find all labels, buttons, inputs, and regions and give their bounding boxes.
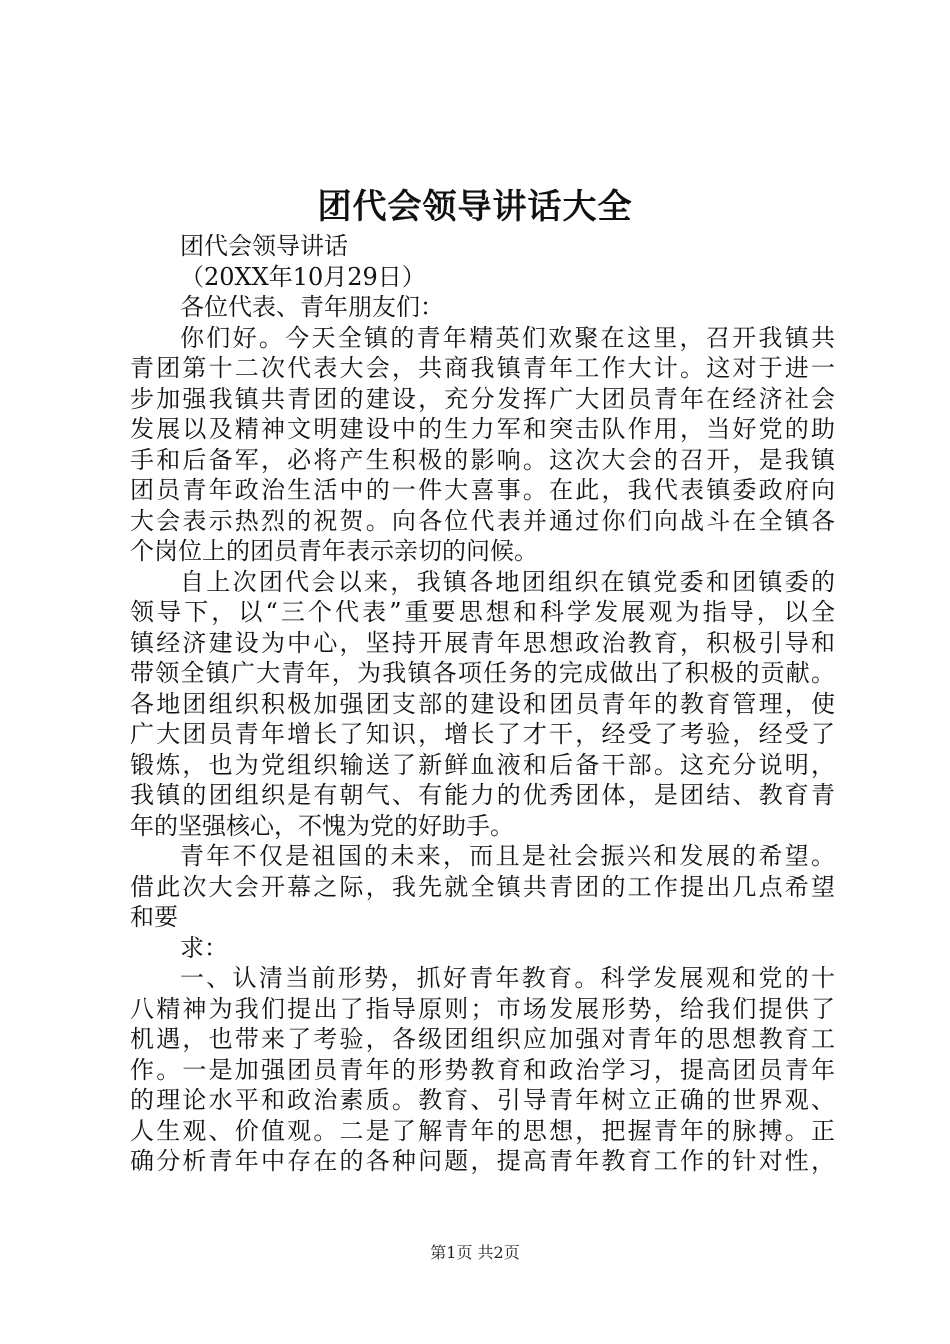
paragraph-line: 确分析青年中存在的各种问题，提高青年教育工作的针对性，: [130, 1147, 835, 1175]
document-title: 团代会领导讲话大全: [317, 187, 633, 227]
paragraph-line: 青团第十二次代表大会，共商我镇青年工作大计。这对于进一: [130, 354, 835, 382]
paragraph-line: 青年不仅是祖国的未来，而且是社会振兴和发展的希望。: [180, 842, 835, 870]
paragraph-line: 我镇的团组织是有朝气、有能力的优秀团体，是团结、教育青: [130, 781, 835, 809]
paragraph-line: 和要: [130, 903, 178, 931]
paragraph-line: 发展以及精神文明建设中的生力军和突击队作用，当好党的助: [130, 415, 835, 443]
paragraph-line: 借此次大会开幕之际，我先就全镇共青团的工作提出几点希望: [130, 872, 835, 901]
date-line: （20XX年10月29日）: [180, 262, 426, 291]
paragraph-line: 镇经济建设为中心，坚持开展青年思想政治教育，积极引导和: [130, 628, 835, 657]
paragraph-line: 机遇，也带来了考验，各级团组织应加强对青年的思想教育工: [130, 1025, 835, 1053]
page-footer: 第1页 共2页: [430, 1243, 520, 1262]
paragraph-line: 广大团员青年增长了知识，增长了才干，经受了考验，经受了: [130, 720, 835, 748]
paragraph-line: 八精神为我们提出了指导原则；市场发展形势，给我们提供了: [130, 994, 835, 1023]
paragraph-line: 带领全镇广大青年，为我镇各项任务的完成做出了积极的贡献。: [130, 659, 835, 687]
paragraph-line: 手和后备军，必将产生积极的影响。这次大会的召开，是我镇: [130, 445, 835, 474]
paragraph-line: 的理论水平和政治素质。教育、引导青年树立正确的世界观、: [130, 1086, 835, 1114]
paragraph-line: 锻炼，也为党组织输送了新鲜血液和后备干部。这充分说明，: [130, 750, 835, 779]
paragraph-line: 各地团组织积极加强团支部的建设和团员青年的教育管理，使: [130, 689, 835, 718]
paragraph-line: 大会表示热烈的祝贺。向各位代表并通过你们向战斗在全镇各: [130, 506, 835, 535]
paragraph-line: 人生观、价值观。二是了解青年的思想，把握青年的脉搏。正: [130, 1116, 835, 1145]
salutation-line: 各位代表、青年朋友们：: [180, 293, 444, 321]
paragraph-line: 领导下，以“三个代表”重要思想和科学发展观为指导，以全: [130, 598, 835, 626]
paragraph-line: 自上次团代会以来，我镇各地团组织在镇党委和团镇委的: [180, 567, 835, 596]
paragraph-line: 团员青年政治生活中的一件大喜事。在此，我代表镇委政府向: [130, 476, 835, 504]
paragraph-line: 年的坚强核心，不愧为党的好助手。: [130, 811, 514, 840]
paragraph-line: 作。一是加强团员青年的形势教育和政治学习，提高团员青年: [130, 1055, 835, 1084]
subtitle-line: 团代会领导讲话: [180, 232, 348, 260]
paragraph-line: 你们好。今天全镇的青年精英们欢聚在这里，召开我镇共: [180, 323, 835, 352]
paragraph-line: 步加强我镇共青团的建设，充分发挥广大团员青年在经济社会: [130, 384, 835, 413]
paragraph-line: 个岗位上的团员青年表示亲切的问候。: [130, 537, 538, 565]
paragraph-line: 一、认清当前形势，抓好青年教育。科学发展观和党的十: [180, 964, 835, 992]
document-body: [130, 231, 835, 1177]
paragraph-line: 求：: [180, 933, 228, 962]
